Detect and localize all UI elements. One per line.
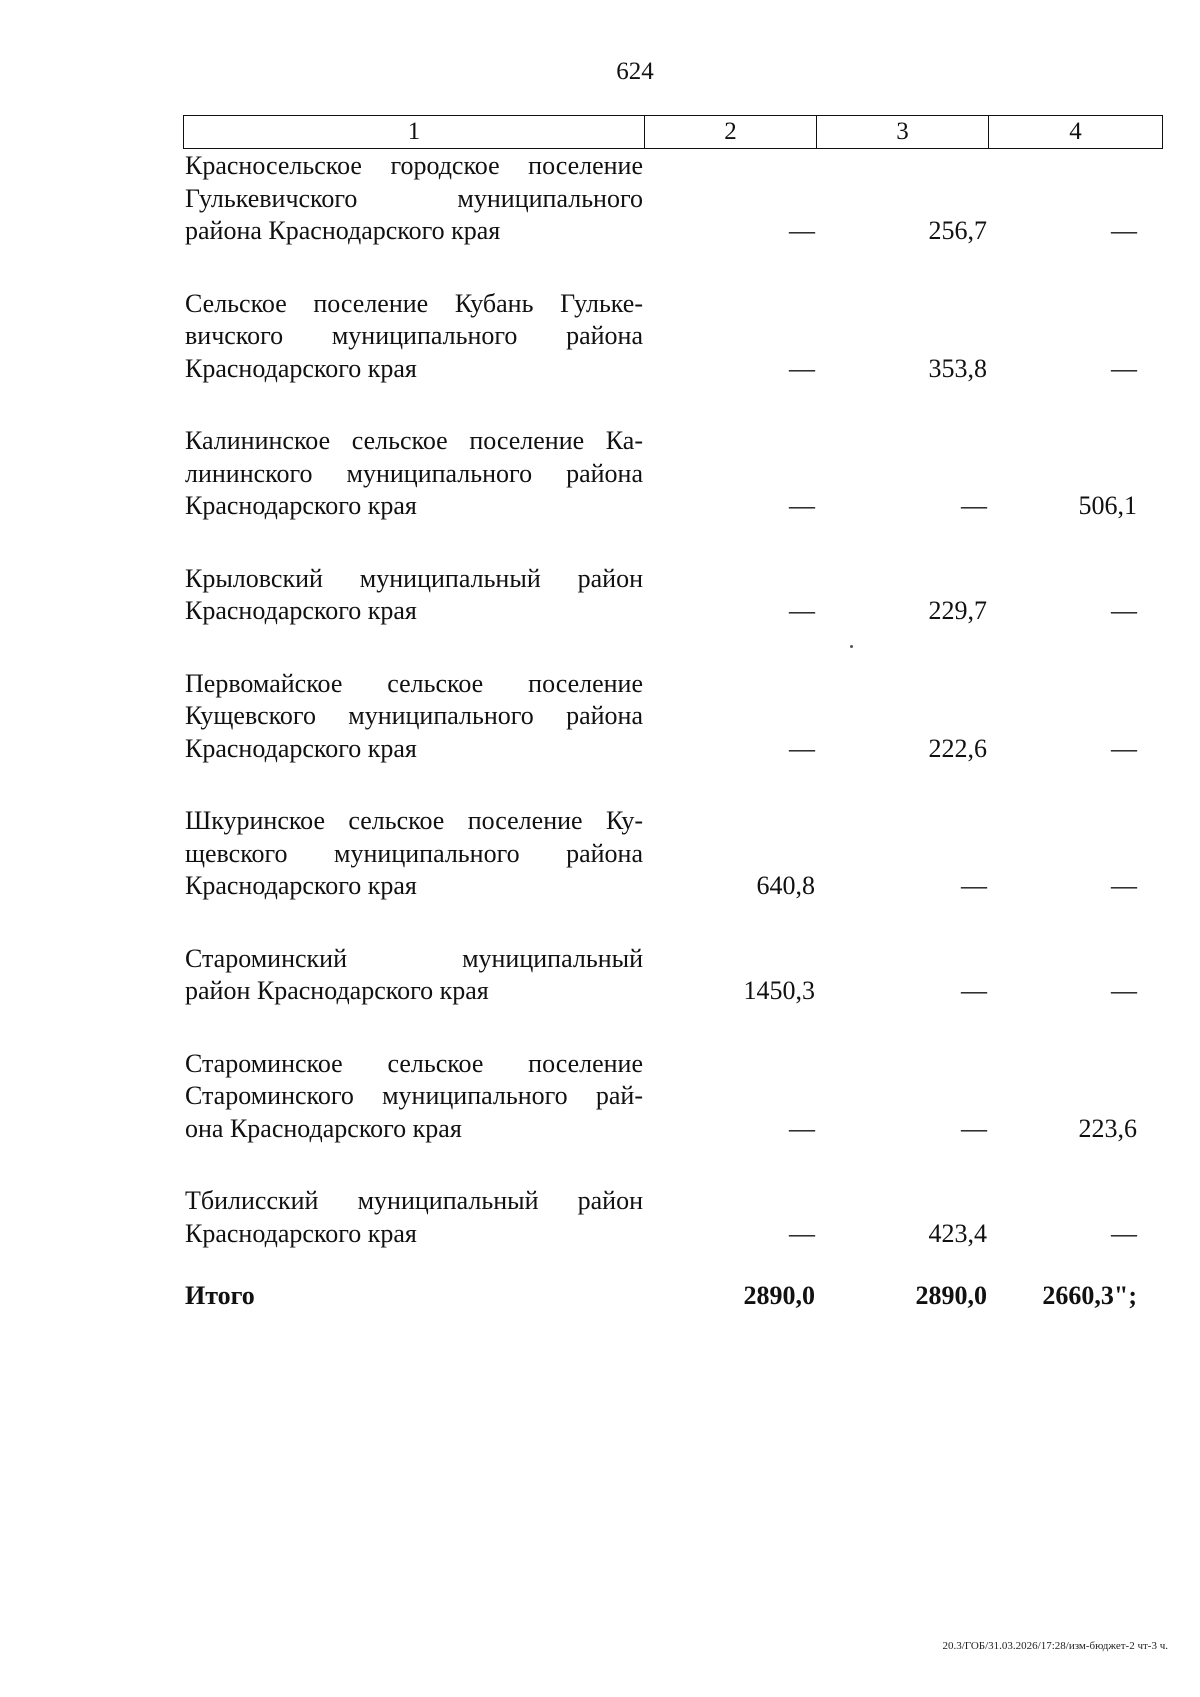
row-name xyxy=(185,425,643,523)
row-name-line: Шкуринское сельское поселение Ку- xyxy=(185,806,643,835)
table-row xyxy=(185,668,1165,766)
row-name xyxy=(185,150,643,248)
row-name-line: района Краснодарского края xyxy=(185,216,501,245)
row-col-4: — xyxy=(1111,596,1137,625)
row-name xyxy=(185,563,643,628)
row-name xyxy=(185,805,643,903)
row-col-2: — xyxy=(789,733,815,763)
total-col-3: 2890,0 xyxy=(915,1281,987,1310)
table-row xyxy=(185,943,1165,1008)
row-col-2: — xyxy=(789,491,815,520)
row-col-3: 229,7 xyxy=(928,596,987,625)
row-name-line: Краснодарского края xyxy=(185,596,417,625)
row-name-line: Староминского муниципального рай- xyxy=(185,1081,643,1110)
footer-ref: 20.3/ГОБ/31.03.2026/17:28/изм-бюджет-2 чт-3 ч. xyxy=(942,1640,1168,1652)
row-name-line: Сельское поселение Кубань Гульке- xyxy=(185,288,643,318)
table-row xyxy=(185,563,1165,628)
row-name xyxy=(185,288,643,386)
row-name xyxy=(185,668,643,766)
row-name-line: Староминский муниципальный xyxy=(185,943,643,973)
row-name-line: Первомайское сельское поселение xyxy=(185,668,643,698)
table-header xyxy=(183,115,1163,149)
scan-speck xyxy=(850,645,853,648)
row-col-4: — xyxy=(1111,1218,1137,1248)
row-name-line: Красносельское городское поселение xyxy=(185,151,643,180)
header-col-4: 4 xyxy=(1069,118,1082,145)
row-col-2: — xyxy=(789,596,815,625)
row-col-2: — xyxy=(789,1113,815,1143)
header-col-2: 2 xyxy=(645,116,817,148)
total-col-2: 2890,0 xyxy=(743,1281,815,1310)
row-col-2: 640,8 xyxy=(756,871,815,900)
total-label: Итого xyxy=(185,1281,255,1310)
total-row xyxy=(185,1280,1185,1313)
row-name-line: Краснодарского края xyxy=(185,733,417,763)
row-name-line: лининского муниципального района xyxy=(185,458,643,488)
row-name-line: район Краснодарского края xyxy=(185,976,489,1005)
row-col-3: 222,6 xyxy=(928,733,987,763)
row-name-line: Краснодарского края xyxy=(185,353,417,383)
table-body xyxy=(185,150,1165,1290)
row-name-line: Крыловский муниципальный район xyxy=(185,563,643,593)
row-col-2: — xyxy=(789,1218,815,1248)
row-col-3: — xyxy=(961,976,987,1005)
row-name-line: вичского муниципального района xyxy=(185,321,643,350)
row-col-3: — xyxy=(961,1113,987,1143)
row-col-4: 506,1 xyxy=(1078,491,1137,520)
row-col-3: — xyxy=(961,871,987,900)
row-col-4: — xyxy=(1111,216,1137,245)
row-name xyxy=(185,943,643,1008)
row-col-4: — xyxy=(1111,733,1137,763)
page-number: 624 xyxy=(616,58,654,85)
table-row xyxy=(185,1048,1165,1146)
header-col-3: 3 xyxy=(817,116,989,148)
row-name xyxy=(185,1048,643,1146)
row-col-4: — xyxy=(1111,353,1137,383)
row-col-3: — xyxy=(961,491,987,520)
row-name-line: Краснодарского края xyxy=(185,871,417,900)
row-name-line: Калининское сельское поселение Ка- xyxy=(185,426,643,455)
table-row xyxy=(185,805,1165,903)
row-col-2: 1450,3 xyxy=(743,976,815,1005)
table-row xyxy=(185,288,1165,386)
row-col-4: — xyxy=(1111,871,1137,900)
row-name xyxy=(185,1185,643,1250)
row-name-line: Краснодарского края xyxy=(185,1218,417,1248)
row-name-line: щевского муниципального района xyxy=(185,838,643,868)
table-row xyxy=(185,425,1165,523)
row-name-line: Тбилисский муниципальный район xyxy=(185,1186,643,1215)
total-col-4: 2660,3"; xyxy=(1042,1281,1137,1310)
table-row xyxy=(185,150,1165,248)
row-name-line: Гулькевичского муниципального xyxy=(185,183,643,213)
row-col-3: 353,8 xyxy=(928,353,987,383)
row-col-3: 423,4 xyxy=(928,1218,987,1248)
row-name-line: Кущевского муниципального района xyxy=(185,701,643,730)
row-col-4: 223,6 xyxy=(1078,1113,1137,1143)
row-col-4: — xyxy=(1111,976,1137,1005)
row-col-3: 256,7 xyxy=(928,216,987,245)
row-name-line: Староминское сельское поселение xyxy=(185,1048,643,1078)
row-name-line: она Краснодарского края xyxy=(185,1113,462,1143)
row-col-2: — xyxy=(789,353,815,383)
table-row xyxy=(185,1185,1165,1250)
row-col-2: — xyxy=(789,216,815,245)
row-name-line: Краснодарского края xyxy=(185,491,417,520)
header-col-1: 1 xyxy=(184,116,645,148)
